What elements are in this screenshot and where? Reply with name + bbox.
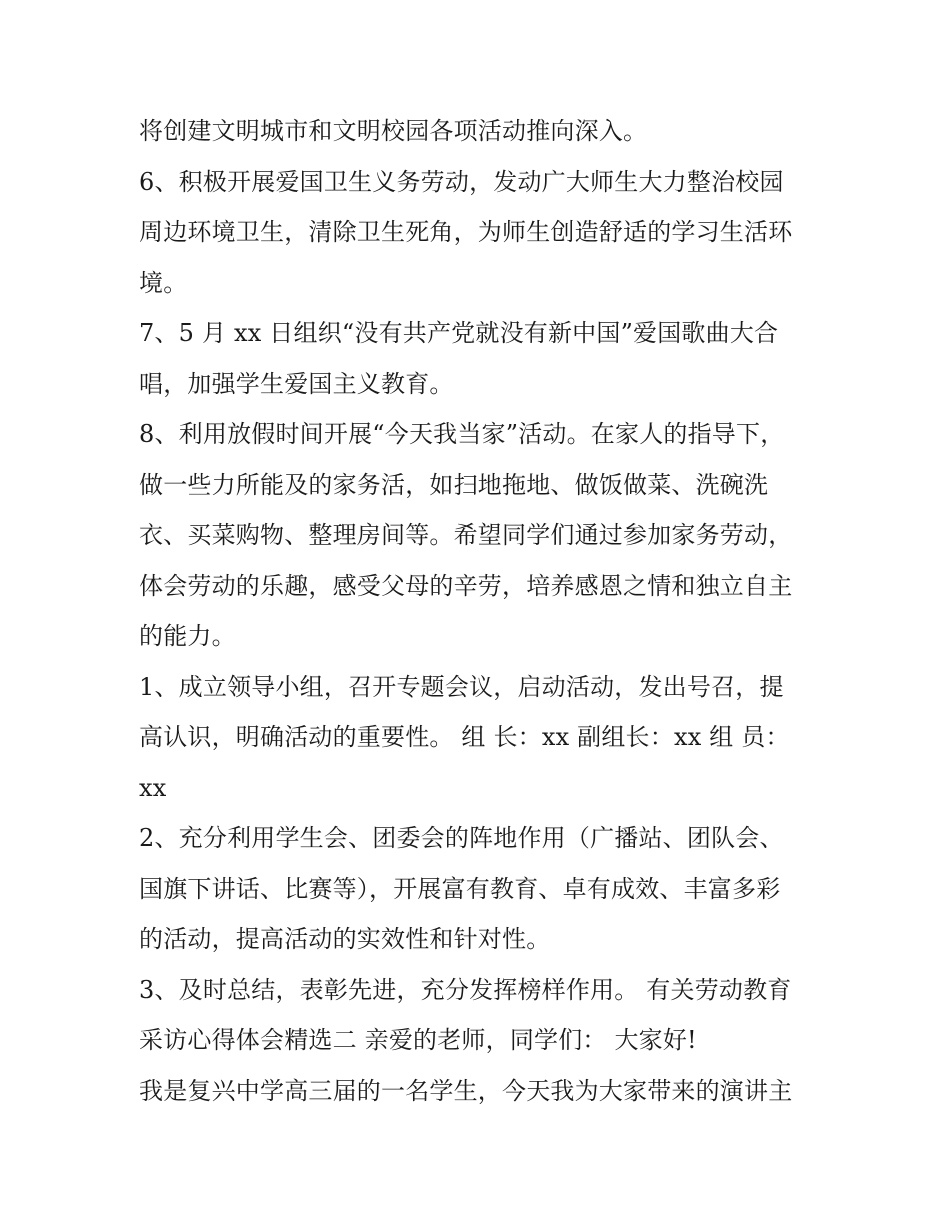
text-line: 境。 [139, 268, 188, 297]
text-line: 采访心得体会精选二 亲爱的老师，同学们： 大家好! [139, 1026, 697, 1054]
text-line: 的能力。 [139, 622, 236, 650]
text-line: 6、积极开展爱国卫生义务劳动，发动广大师生大力整治校园 [139, 167, 784, 196]
text-line: xx [139, 773, 167, 802]
text-line: 国旗下讲话、比赛等），开展富有教育、卓有成效、丰富多彩 [139, 874, 781, 903]
text-line: 我是复兴中学高三届的一名学生，今天我为大家带来的演讲主 [139, 1076, 793, 1105]
text-line: 3、及时总结，表彰先进，充分发挥榜样作用。 有关劳动教育 [139, 975, 792, 1004]
text-line: 2、充分利用学生会、团委会的阵地作用（广播站、团队会、 [139, 824, 784, 852]
text-line: 周边环境卫生，清除卫生死角，为师生创造舒适的学习生活环 [139, 218, 793, 246]
text-line: 体会劳动的乐趣，感受父母的辛劳，培养感恩之情和独立自主 [139, 571, 793, 600]
text-line: 1、成立领导小组，召开专题会议，启动活动，发出号召，提 [139, 672, 784, 701]
text-line: 的活动，提高活动的实效性和针对性。 [139, 925, 551, 953]
text-line: 7、5 月 xx 日组织“没有共产党就没有新中国”爱国歌曲大合 [139, 319, 779, 347]
text-line: 唱，加强学生爱国主义教育。 [139, 369, 454, 398]
text-line: 高认识，明确活动的重要性。 组 长：xx 副组长：xx 组 员： [139, 723, 790, 751]
text-line: 将创建文明城市和文明校园各项活动推向深入。 [139, 117, 648, 145]
text-line: 做一些力所能及的家务活，如扫地拖地、做饭做菜、洗碗洗 [139, 470, 769, 499]
body-text [139, 106, 829, 1116]
text-line: 8、利用放假时间开展“今天我当家”活动。在家人的指导下， [139, 420, 785, 448]
text-line: 衣、买菜购物、整理房间等。希望同学们通过参加家务劳动， [139, 521, 793, 549]
